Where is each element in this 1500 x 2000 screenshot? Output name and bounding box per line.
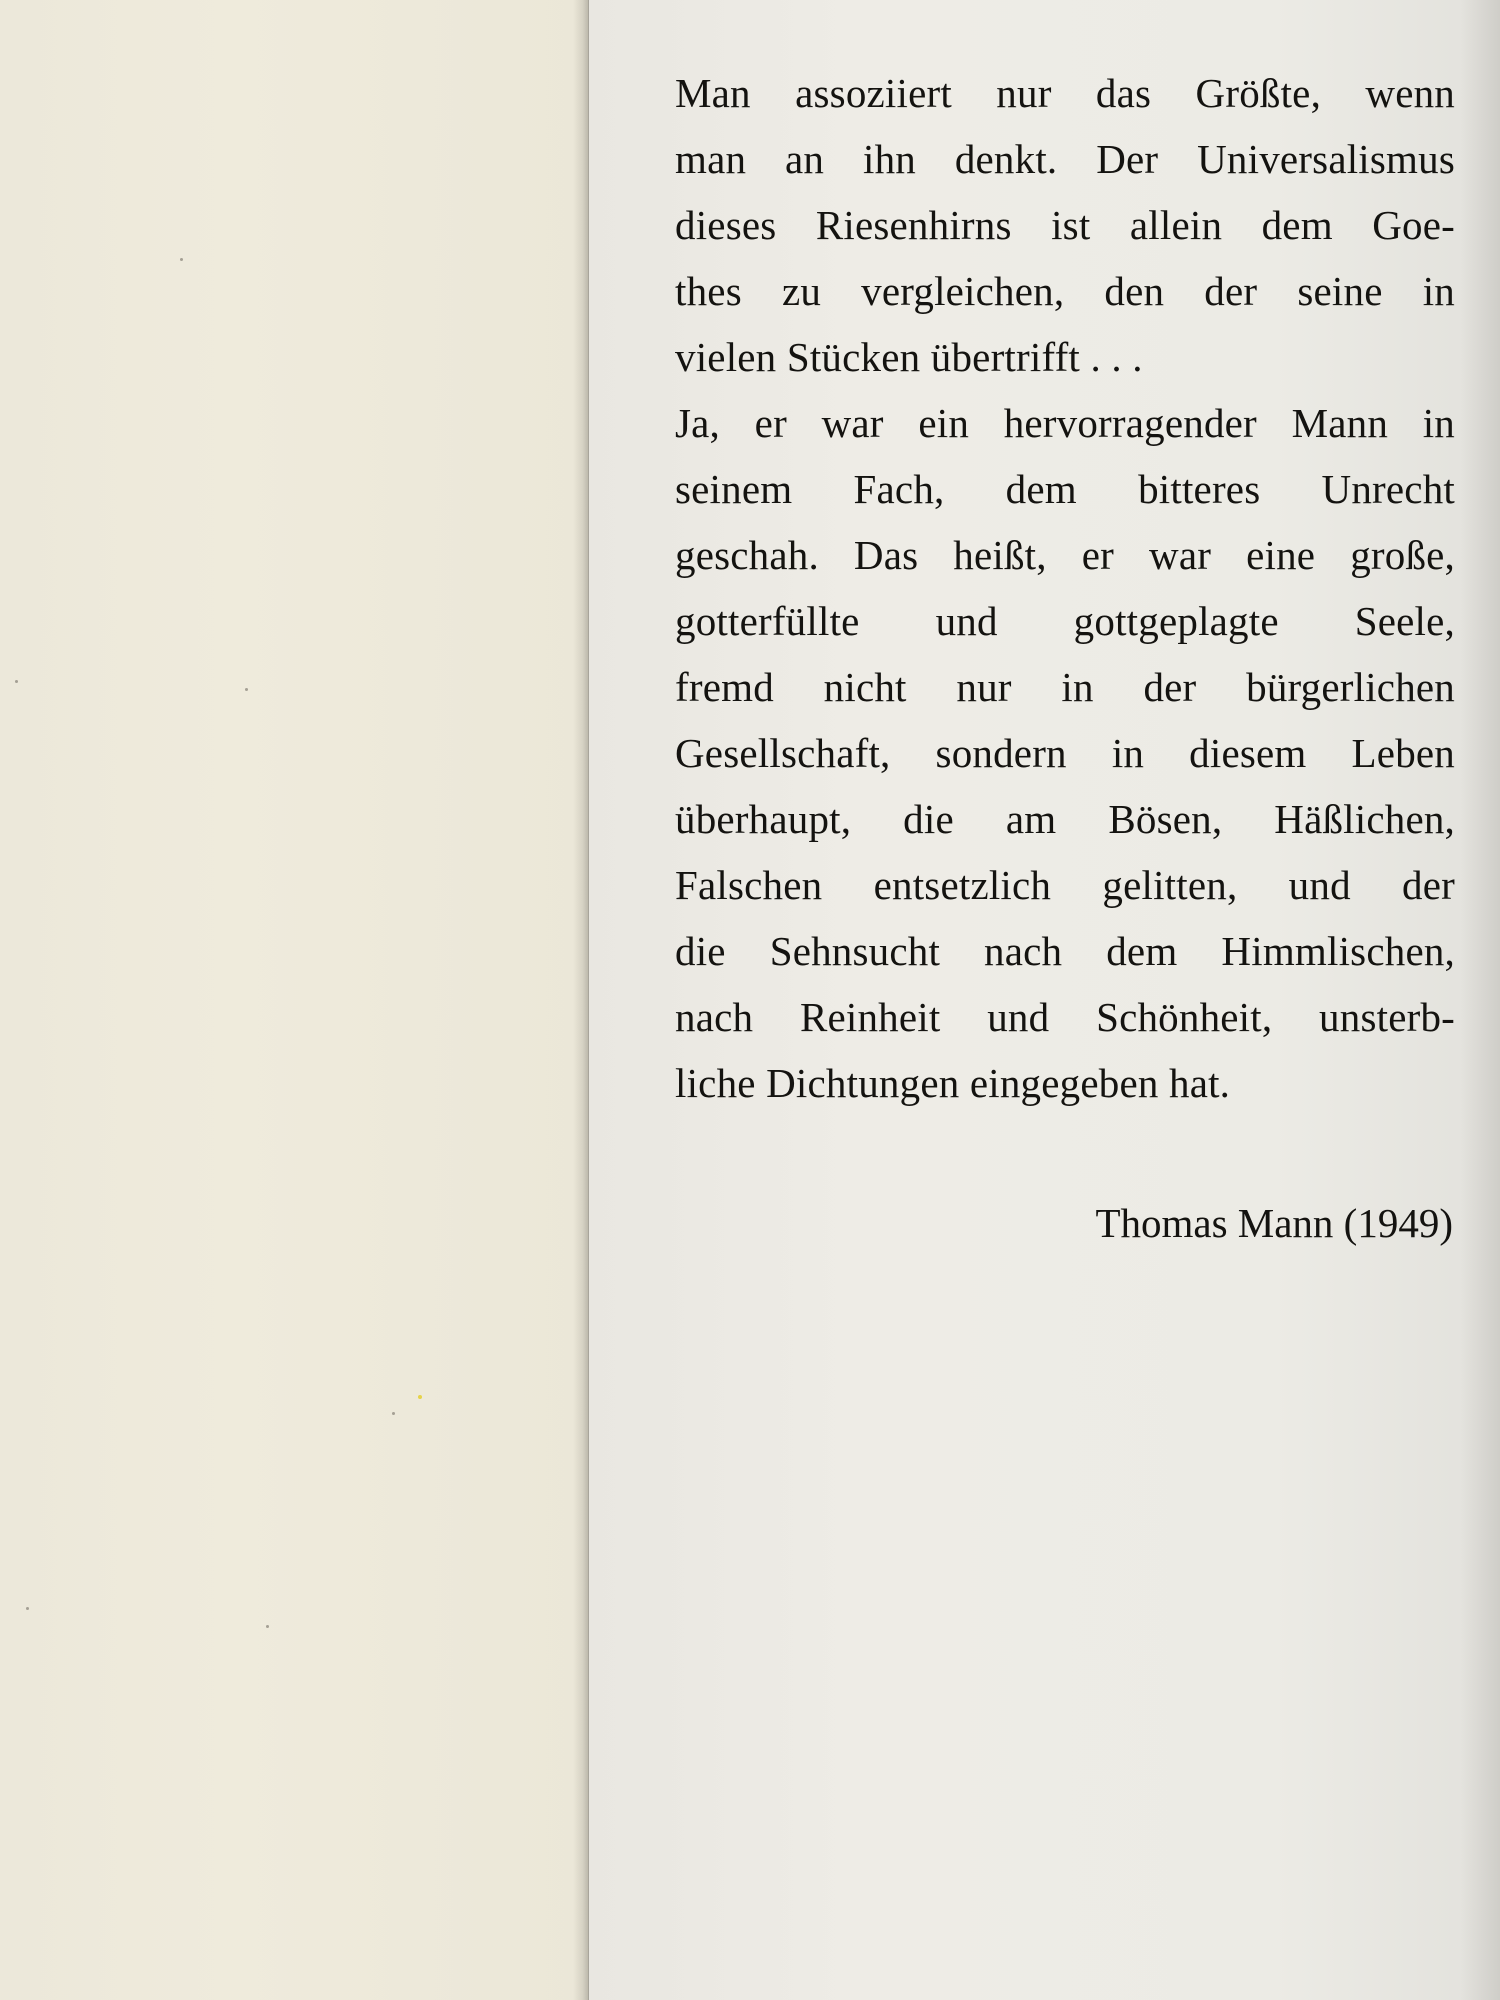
quote-line: die Sehnsucht nach dem Himmlischen, — [675, 928, 1455, 974]
quote-line: Ja, er war ein hervorragender Mann in — [675, 400, 1455, 446]
quote-line: Man assoziiert nur das Größte, wenn — [675, 70, 1455, 116]
quote-line: vielen Stücken übertrifft . . . — [675, 334, 1143, 380]
quote-text — [675, 60, 1455, 1116]
quote-line: Gesellschaft, sondern in diesem Leben — [675, 730, 1455, 776]
quote-attribution: Thomas Mann (1949) — [1095, 1200, 1453, 1246]
right-page — [588, 0, 1500, 2000]
paper-speck — [418, 1395, 422, 1399]
paper-speck — [26, 1607, 29, 1610]
quote-line: fremd nicht nur in der bürgerlichen — [675, 664, 1455, 710]
quote-line: gotterfüllte und gottgeplagte Seele, — [675, 598, 1455, 644]
quote-line: Falschen entsetzlich gelitten, und der — [675, 862, 1455, 908]
paper-speck — [15, 680, 18, 683]
quote-line: geschah. Das heißt, er war eine große, — [675, 532, 1455, 578]
quote-line: man an ihn denkt. Der Universalismus — [675, 136, 1455, 182]
left-page — [0, 0, 588, 2000]
paper-speck — [245, 688, 248, 691]
paper-speck — [180, 258, 183, 261]
page-edge-shadow — [573, 0, 588, 2000]
paper-speck — [392, 1412, 395, 1415]
quote-line: liche Dichtungen eingegeben hat. — [675, 1060, 1231, 1106]
quote-line: thes zu vergleichen, den der seine in — [675, 268, 1455, 314]
paper-speck — [266, 1625, 269, 1628]
quote-line: nach Reinheit und Schönheit, unsterb- — [675, 994, 1455, 1040]
quote-line: seinem Fach, dem bitteres Unrecht — [675, 466, 1455, 512]
quote-line: dieses Riesenhirns ist allein dem Goe- — [675, 202, 1455, 248]
quote-line: überhaupt, die am Bösen, Häßlichen, — [675, 796, 1455, 842]
